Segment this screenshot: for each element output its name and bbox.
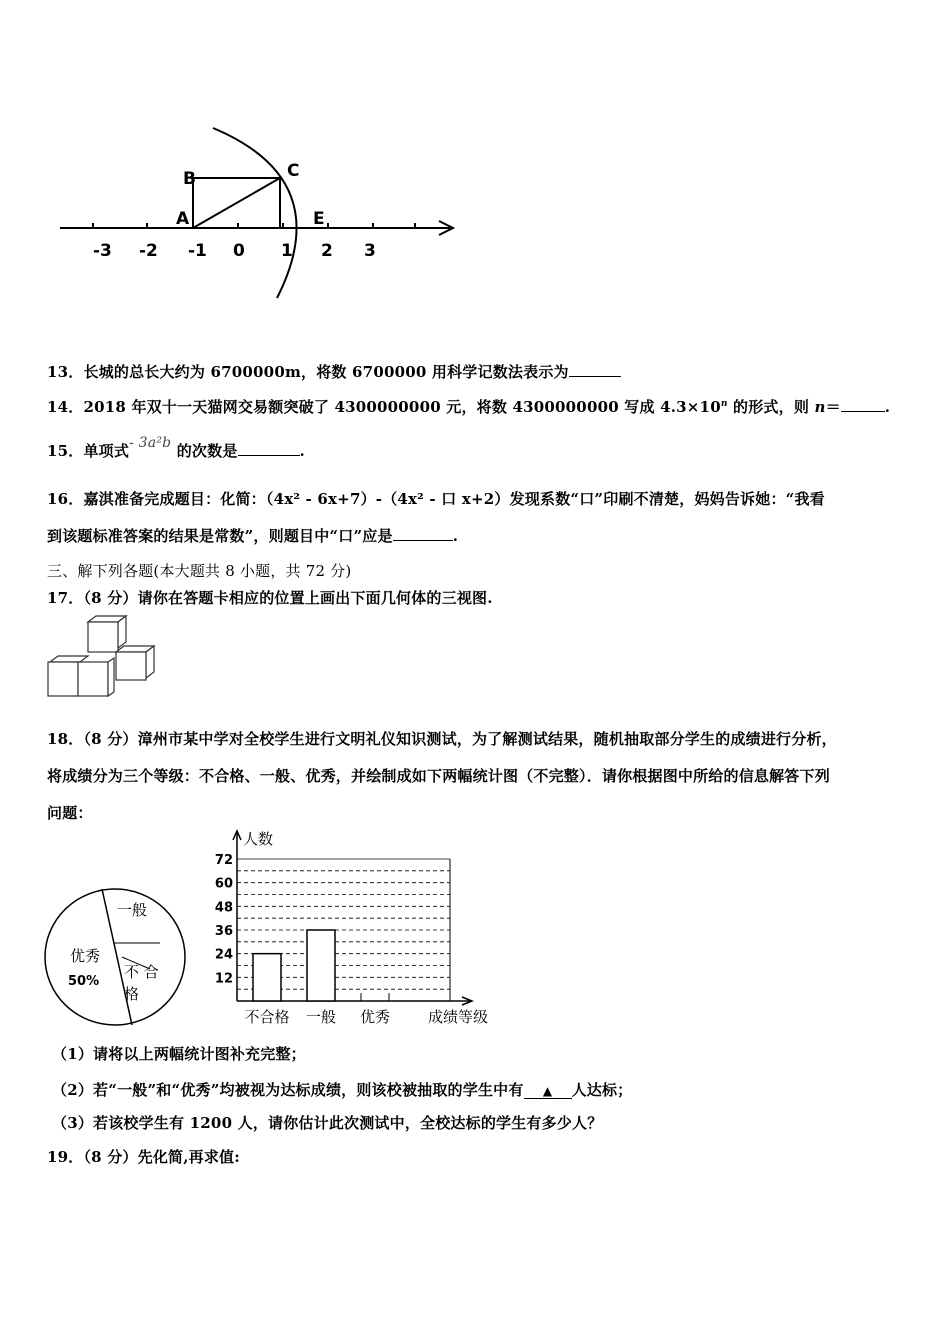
question-17: 17．（8 分）请你在答题卡相应的位置上画出下面几何体的三视图. — [47, 589, 493, 607]
y-tick-label: 60 — [214, 876, 233, 892]
question-16-line1: 16．嘉淇准备完成题目：化简：（4x² - 6x+7）-（4x² - 口 x+2）发现系数“口”印刷不清楚，妈妈告诉她：“我看 — [47, 490, 825, 508]
answer-blank — [393, 540, 453, 541]
point-label-E: E — [313, 209, 325, 229]
question-18-line2: 将成绩分为三个等级：不合格、一般、优秀，并绘制成如下两幅统计图（不完整）．请你根据图中所给的信息解答下列 — [47, 767, 830, 785]
pie-circle — [45, 889, 185, 1025]
tick-label: 2 — [321, 241, 333, 261]
tick-label: 1 — [281, 241, 293, 261]
tick-label: 3 — [364, 241, 376, 261]
x-axis-label: 成绩等级 — [428, 1008, 489, 1026]
x-tick-label: 不合格 — [244, 1008, 290, 1026]
y-axis-label: 人数 — [243, 830, 274, 848]
sub-question-3: （3）若该校学生有 1200 人，请你估计此次测试中，全校达标的学生有多少人？ — [52, 1114, 603, 1132]
bar — [307, 930, 335, 1001]
y-tick-label: 24 — [214, 947, 233, 963]
sub-question-2: （2）若“一般”和“优秀”均被视为达标成绩，则该校被抽取的学生中有 ▲ 人达标； — [52, 1081, 633, 1099]
point-label-C: C — [287, 161, 300, 181]
y-tick-label: 72 — [214, 853, 233, 868]
question-15: 15．单项式- 3a²b 的次数是 . — [47, 435, 305, 460]
tick-label: 0 — [233, 241, 245, 261]
point-label-B: B — [183, 169, 196, 189]
question-18-line1: 18．（8 分）漳州市某中学对全校学生进行文明礼仪知识测试，为了解测试结果，随机抽取部分学生的成绩进行分析， — [47, 730, 837, 748]
bar — [253, 954, 281, 1001]
bar-chart — [205, 828, 505, 1028]
pie-label-excellent: 优秀 — [70, 947, 101, 965]
question-13: 13．长城的总长大约为 6700000m，将数 6700000 用科学记数法表示为 — [47, 361, 621, 382]
pie-label-fail-1: 不 合 — [124, 963, 159, 981]
segment-AC — [193, 178, 280, 228]
y-tick-label: 48 — [214, 900, 233, 916]
y-tick-label: 36 — [214, 924, 233, 939]
point-label-A: A — [176, 209, 190, 229]
question-19: 19．（8 分）先化简,再求值: — [47, 1148, 240, 1166]
question-18-line3: 问题： — [47, 804, 93, 822]
x-tick-label: 优秀 — [359, 1008, 391, 1026]
pie-label-excellent-pct: 50% — [68, 974, 100, 989]
pie-label-general: 一般 — [117, 901, 148, 919]
pie-label-fail-2: 格 — [124, 985, 140, 1003]
bar-chart-bars — [253, 930, 389, 1001]
tick-label: -3 — [93, 241, 112, 261]
question-16-line2: 到该题标准答案的结果是常数”，则题目中“口”应是 . — [47, 527, 459, 545]
x-tick-label: 一般 — [305, 1008, 337, 1026]
section-heading: 三、解下列各题(本大题共 8 小题，共 72 分) — [47, 562, 352, 580]
answer-blank — [569, 376, 621, 377]
answer-blank-mark: ▲ — [524, 1084, 572, 1099]
circle-arc — [213, 128, 300, 298]
answer-blank — [238, 455, 300, 456]
cube-solid-figure — [44, 614, 159, 700]
answer-blank — [841, 411, 885, 412]
y-tick-label: 12 — [214, 971, 233, 987]
question-14: 14．2018 年双十一天猫网交易额突破了 4300000000 元，将数 4300000000 写成 $4.3\times 10^n$ 的形式，则 n＝ . — [47, 398, 891, 416]
tick-label: -2 — [139, 241, 158, 261]
tick-label: -1 — [188, 241, 207, 261]
numberline-figure — [55, 120, 475, 310]
monomial-expression: - 3a²b — [129, 435, 172, 451]
pie-chart — [40, 885, 192, 1030]
sub-question-1: （1）请将以上两幅统计图补充完整； — [52, 1045, 306, 1063]
